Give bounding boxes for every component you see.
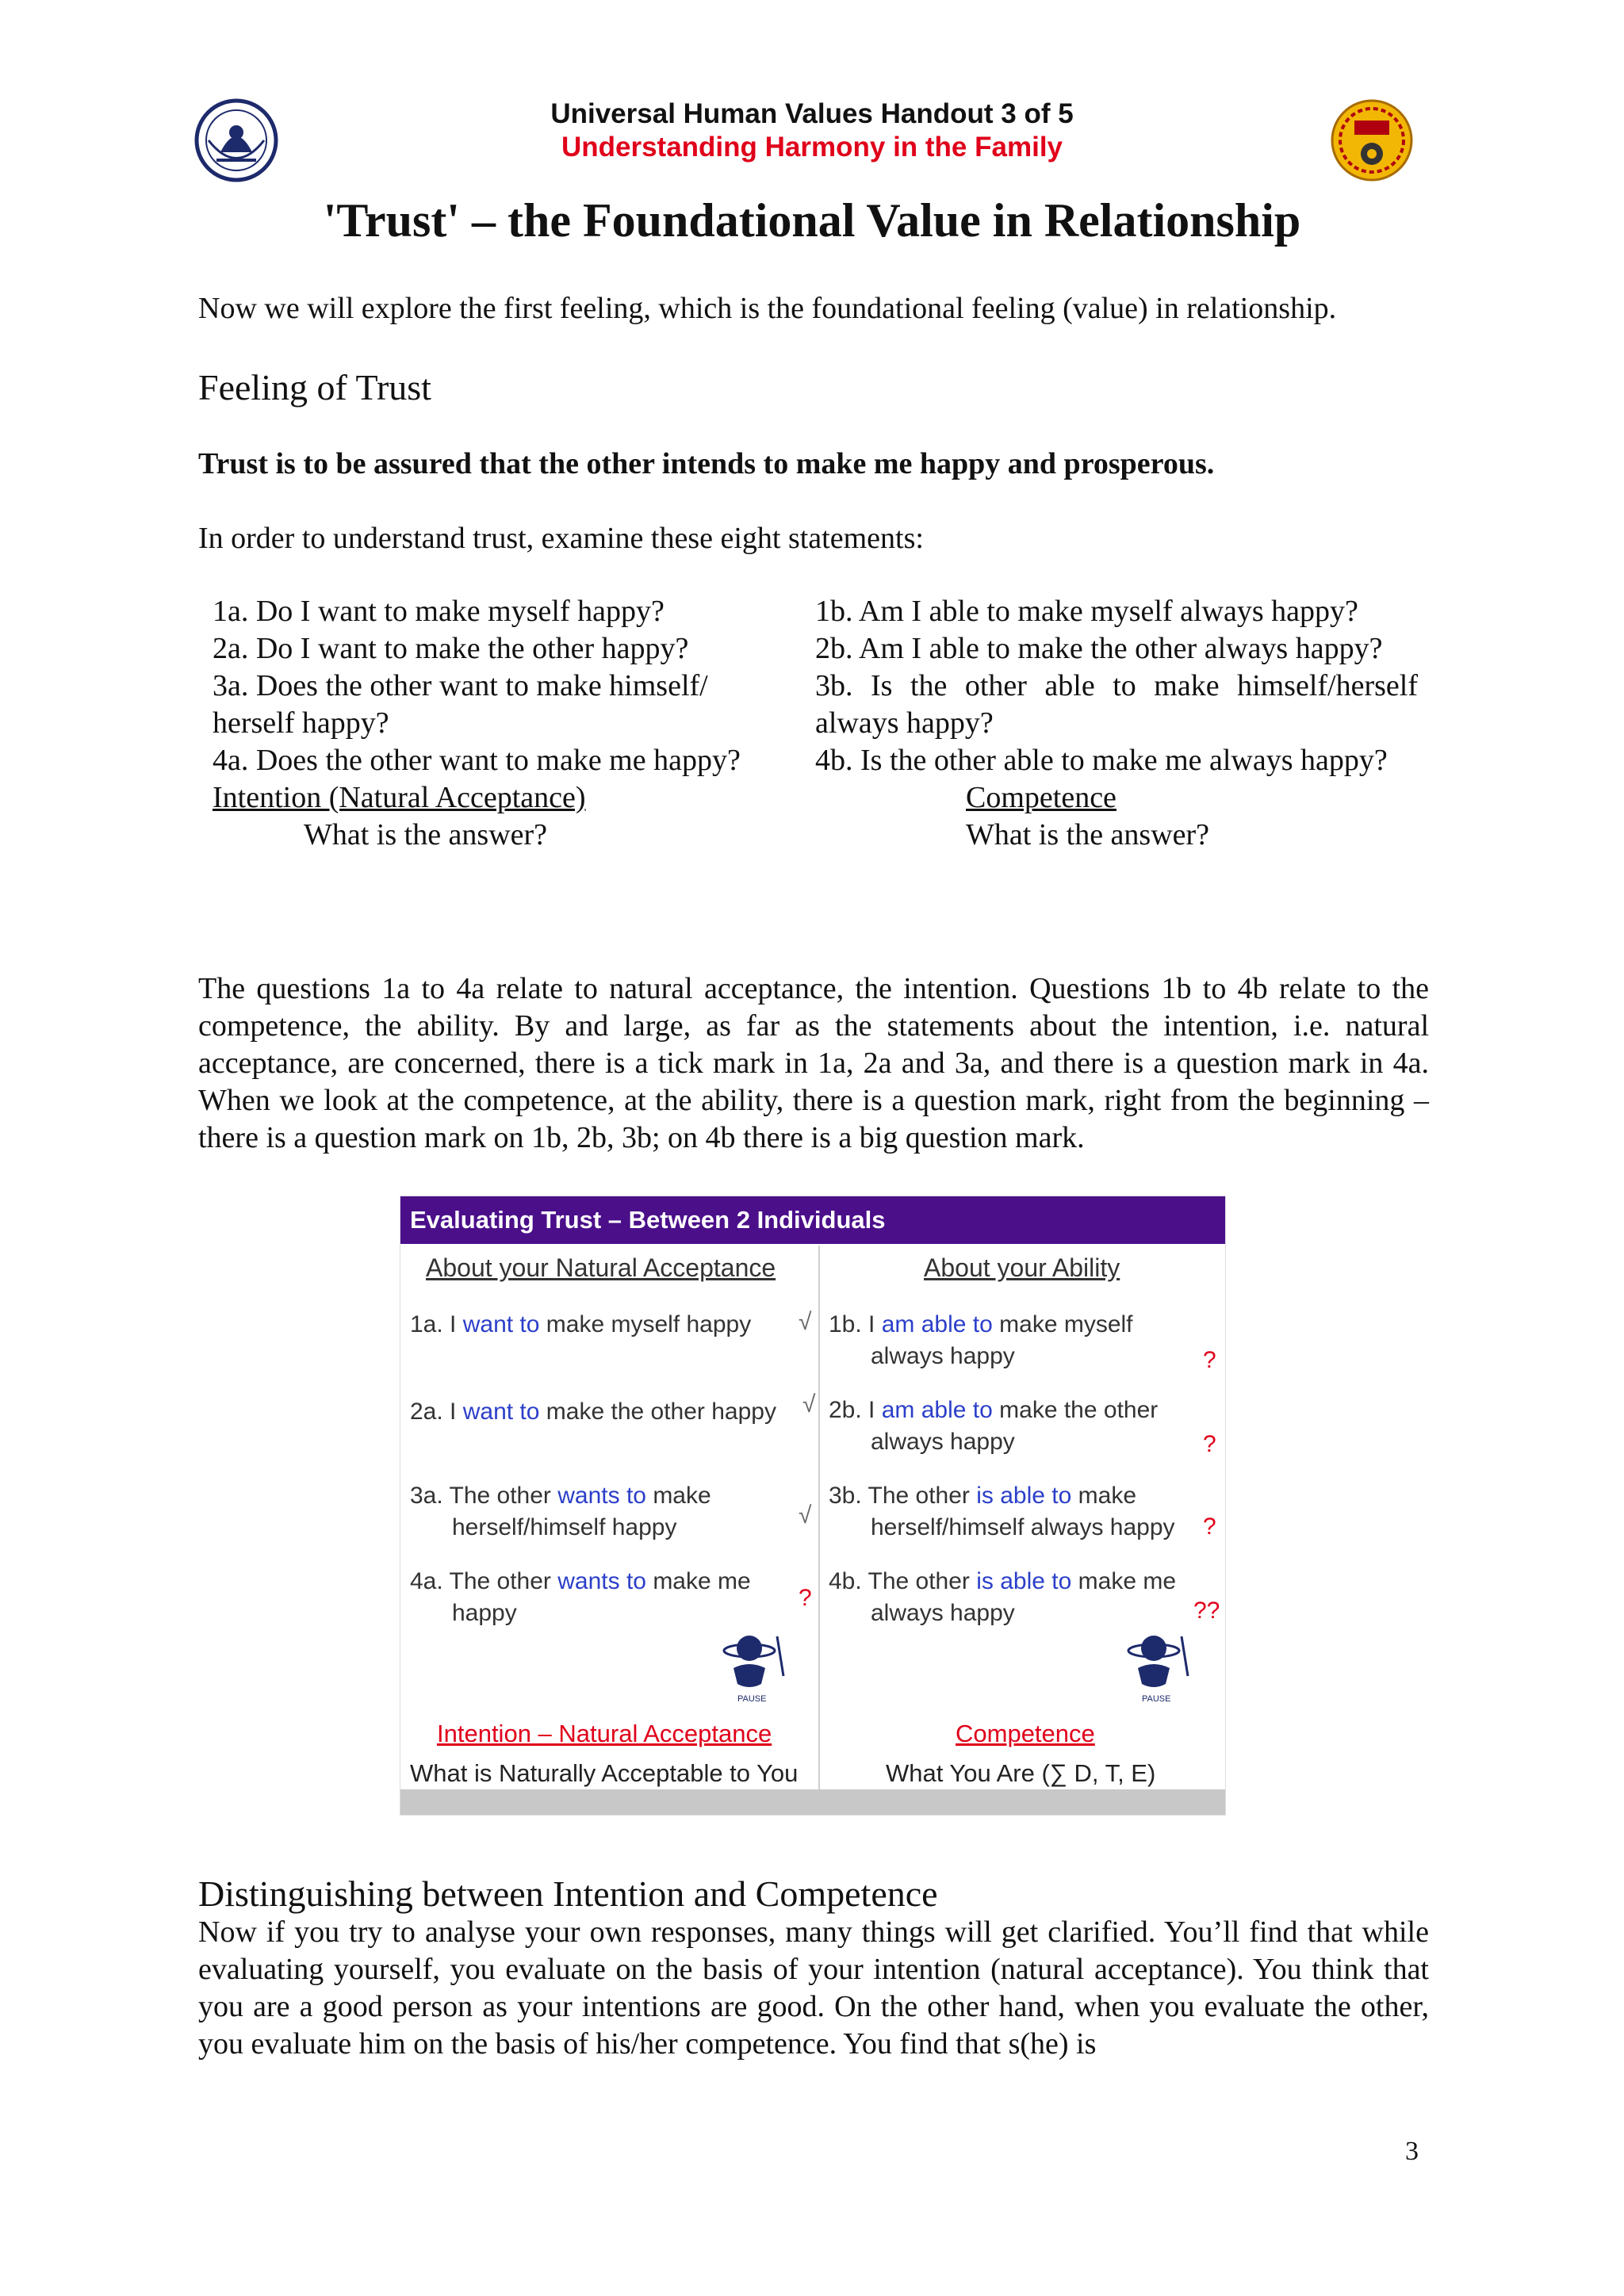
slide-item-2b: 2b. I am able to make the other always happy [829, 1397, 1159, 1455]
slide-column-divider [818, 1246, 820, 1793]
statement-1b: 1b. Am I able to make myself always happy? [815, 595, 1358, 628]
slide-item-4a: 4a. The other wants to make me happy [410, 1568, 751, 1626]
section-heading-intention-competence: Distinguishing between Intention and Competence [198, 1873, 938, 1914]
tick-mark-2a: √ [802, 1391, 816, 1418]
statements-lead: In order to understand trust, examine these eight statements: [198, 522, 924, 555]
slide-competence-subcaption: What You Are (∑ D, T, E) [886, 1759, 1156, 1787]
eight-statements [213, 593, 1418, 854]
answer-prompt-row [213, 817, 1418, 854]
statement-row [213, 742, 1418, 779]
page-number: 3 [1405, 2137, 1419, 2166]
pause-and-think-icon [1118, 1621, 1197, 1708]
question-mark-1b: ? [1203, 1347, 1216, 1373]
answer-prompt-competence: What is the answer? [966, 818, 1210, 851]
slide-item-4b: 4b. The other is able to make me always happy [829, 1568, 1177, 1626]
statement-2a: 2a. Do I want to make the other happy? [213, 632, 689, 665]
tick-mark-1a: √ [799, 1309, 812, 1335]
slide-footer-bar [400, 1789, 1225, 1815]
explanation-paragraph: The questions 1a to 4a relate to natural acceptance, the intention. Questions 1b to 4b relate to the competence, the ability. By and large, as far as the statements about the intention, i.e. natural acceptance, are concerned, there is a tick mark in 1a, 2a and 3a, and there is a question mark in 4a. When we look at the competence, at the ability, there is a question mark, right from the beginning – there is a question mark on 1b, 2b, 3b; on 4b there is a big question mark. [198, 972, 1429, 1154]
handout-subheader: Understanding Harmony in the Family [561, 132, 1063, 163]
statement-1a: 1a. Do I want to make myself happy? [213, 595, 665, 628]
slide-item-3a: 3a. The other wants to make herself/himself happy [410, 1483, 711, 1540]
slide-item-3b: 3b. The other is able to make herself/himself always happy [829, 1483, 1175, 1540]
statement-row [213, 630, 1418, 668]
slide-item-2a: 2a. I want to make the other happy [410, 1399, 776, 1425]
statement-4a: 4a. Does the other want to make me happy? [213, 744, 741, 777]
slide-title: Evaluating Trust – Between 2 Individuals [410, 1206, 886, 1234]
statement-3a: 3a. Does the other want to make himself/ herself happy? [213, 669, 708, 740]
aicte-emblem-icon [1328, 97, 1415, 184]
slide-intention-caption: Intention – Natural Acceptance [437, 1720, 772, 1747]
question-mark-3b: ? [1203, 1513, 1216, 1540]
section2-paragraph: Now if you try to analyse your own responses, many things will get clarified. You’ll find that while evaluating yourself, you evaluate on the basis of your intention (natural acceptance). You think that you are a good person as your intentions are good. On the other hand, when you evaluate the other, you evaluate him on the basis of his/her competence. You find that s(he) is [198, 1915, 1429, 2061]
evaluating-trust-slide [400, 1196, 1226, 1816]
statement-labels-row [213, 779, 1418, 817]
question-mark-2b: ? [1203, 1431, 1216, 1457]
slide-left-heading: About your Natural Acceptance [426, 1253, 776, 1282]
page-title: 'Trust' – the Foundational Value in Relationship [323, 194, 1301, 247]
slide-item-1b: 1b. I am able to make myself always happy [829, 1311, 1133, 1369]
competence-label: Competence [966, 781, 1116, 814]
slide-item-1a: 1a. I want to make myself happy [410, 1311, 752, 1337]
pause-and-think-icon [714, 1621, 793, 1708]
svg-text:PAUSE: PAUSE [1142, 1694, 1171, 1704]
handout-header: Universal Human Values Handout 3 of 5 [550, 98, 1074, 129]
intention-label: Intention (Natural Acceptance) [213, 781, 586, 814]
slide-competence-caption: Competence [956, 1720, 1095, 1747]
question-mark-4b: ?? [1193, 1598, 1220, 1624]
statement-3b: 3b. Is the other able to make himself/herself always happy? [815, 669, 1418, 740]
statement-row [213, 668, 1418, 742]
section-heading-feeling-of-trust: Feeling of Trust [198, 367, 431, 408]
answer-prompt-intention: What is the answer? [304, 818, 548, 851]
statement-2b: 2b. Am I able to make the other always happy? [815, 632, 1383, 665]
intro-paragraph: Now we will explore the first feeling, which is the foundational feeling (value) in relationship. [198, 292, 1337, 325]
question-mark-4a: ? [799, 1585, 812, 1611]
slide-right-heading: About your Ability [924, 1253, 1120, 1282]
svg-text:PAUSE: PAUSE [737, 1694, 767, 1704]
tick-mark-3a: √ [799, 1502, 812, 1529]
statement-4b: 4b. Is the other able to make me always happy? [815, 744, 1388, 777]
statement-row [213, 593, 1418, 630]
trust-definition: Trust is to be assured that the other intends to make me happy and prosperous. [198, 447, 1215, 480]
slide-intention-subcaption: What is Naturally Acceptable to You [410, 1759, 799, 1787]
